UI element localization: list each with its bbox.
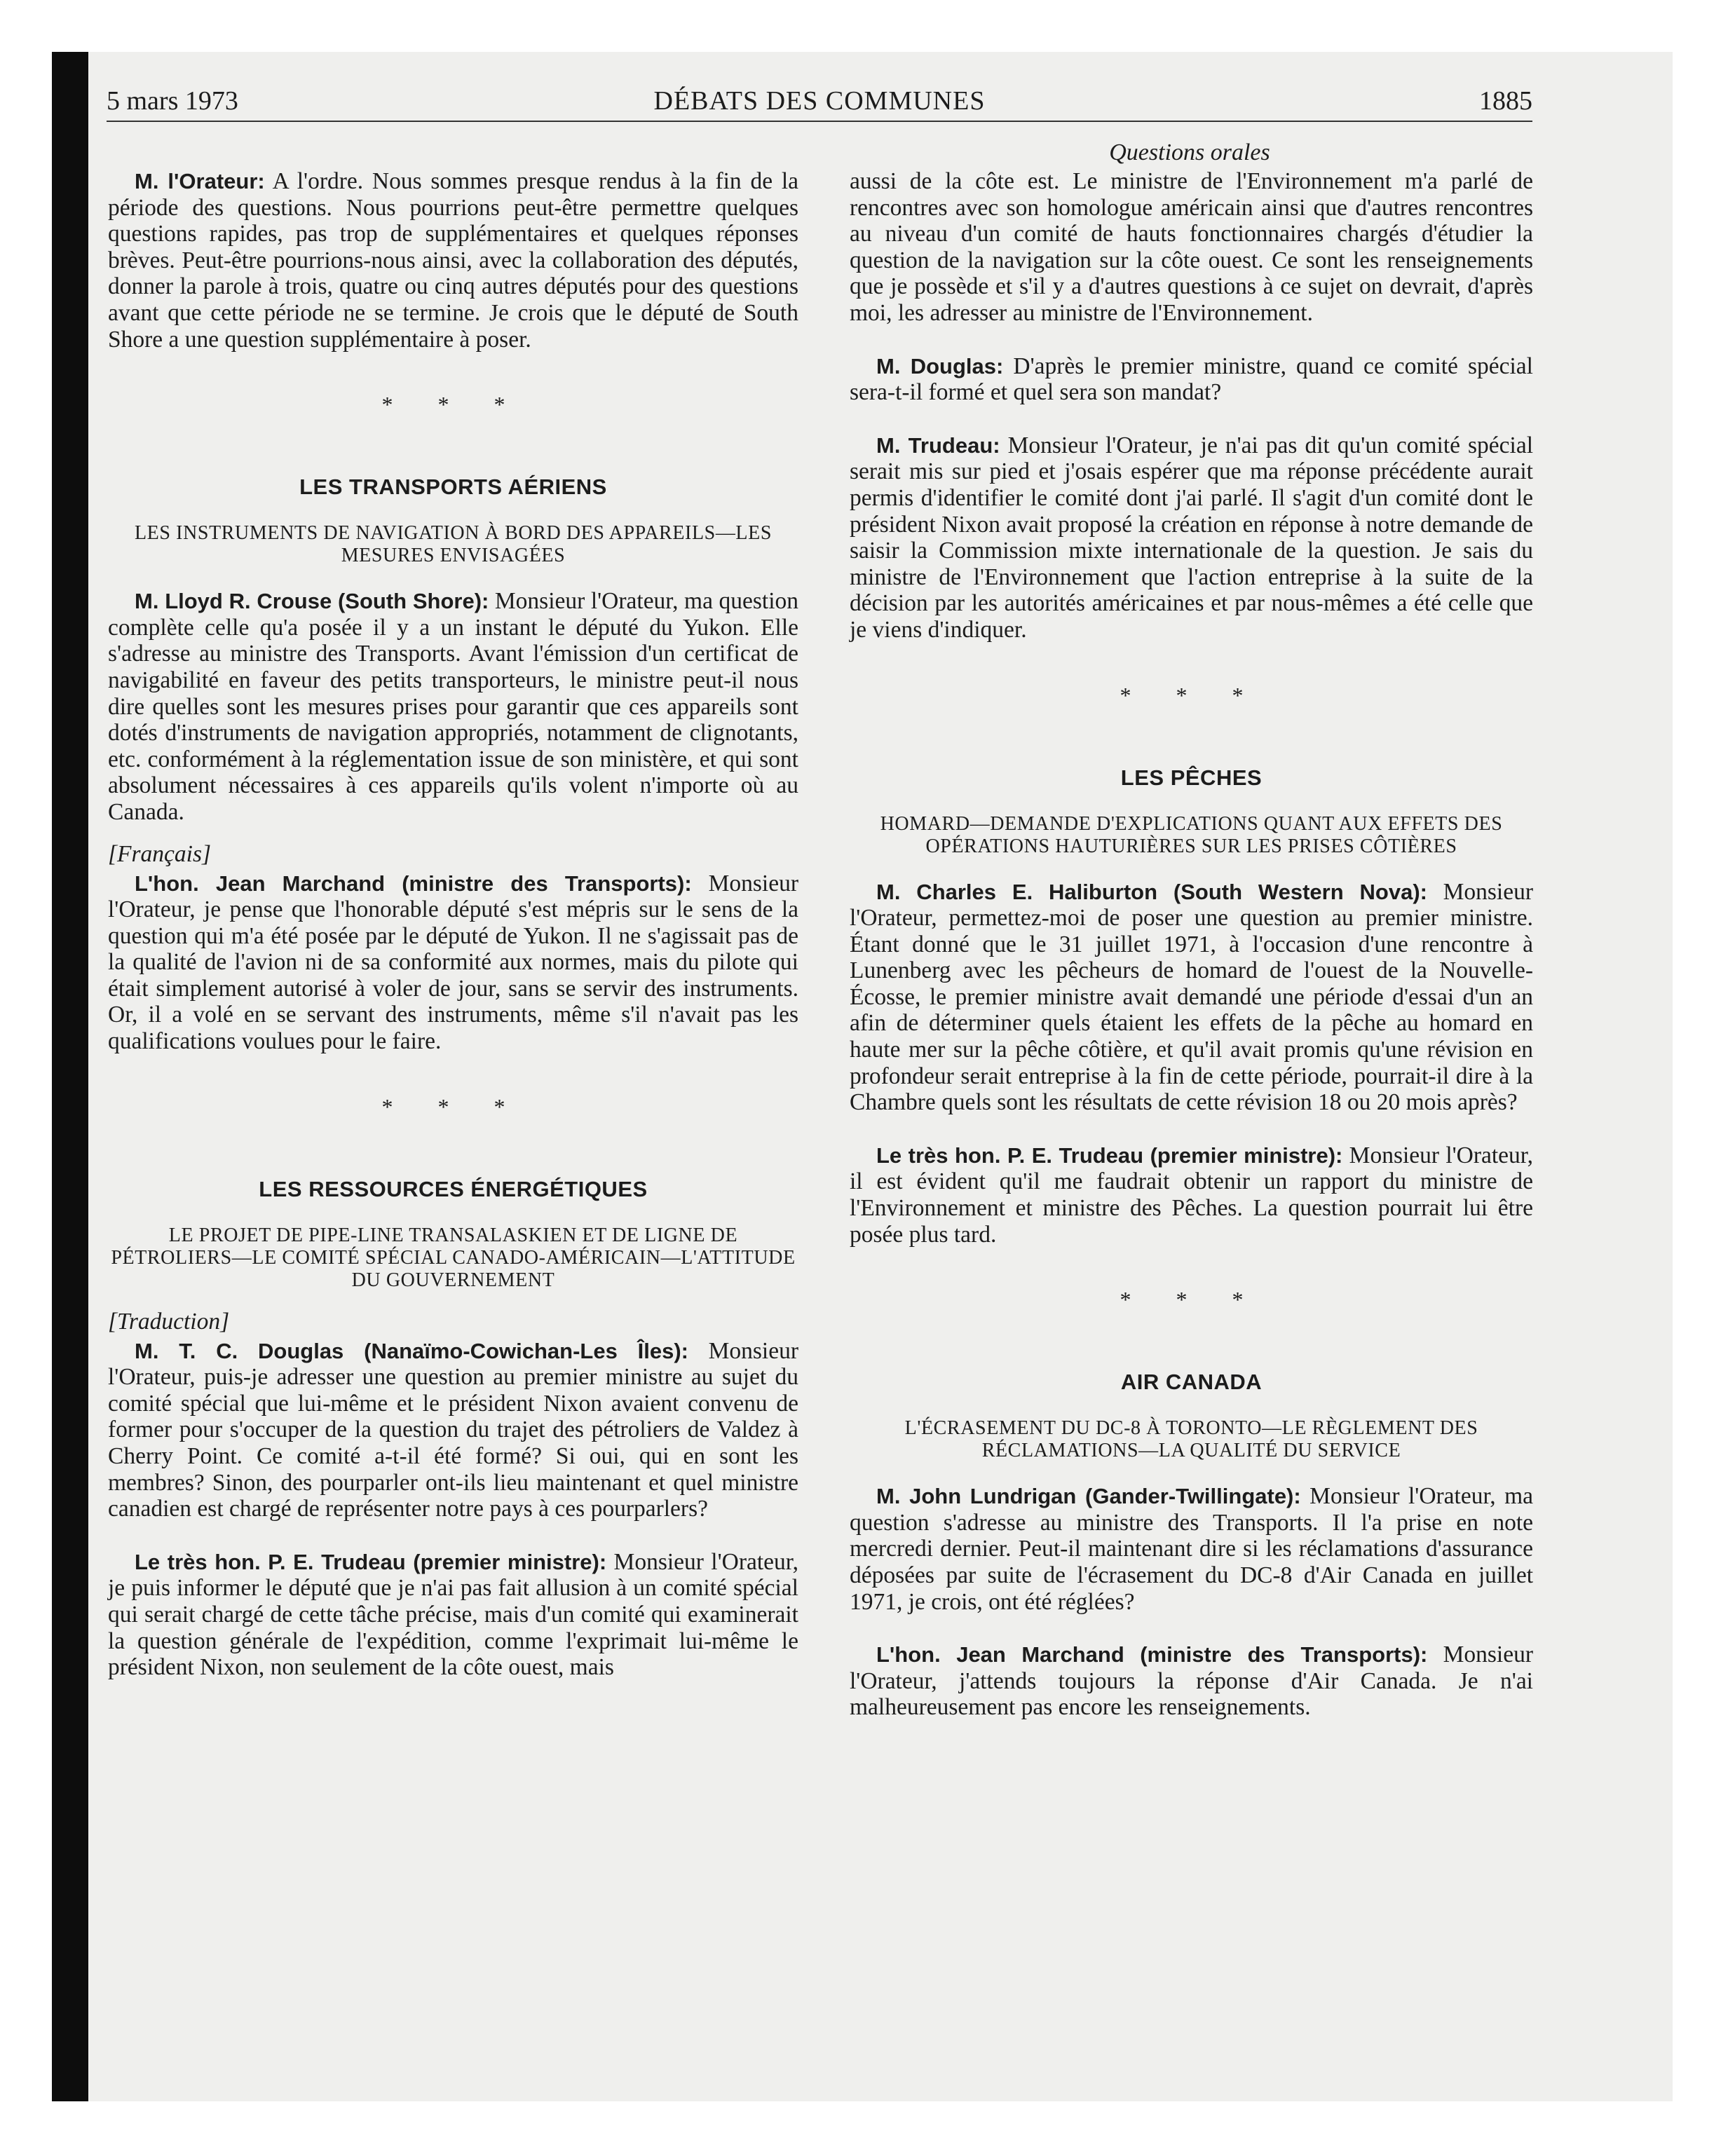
paragraph xyxy=(108,1549,798,1681)
left-column xyxy=(108,168,798,1681)
page-number: 1885 xyxy=(1479,86,1532,116)
speech-text: Monsieur l'Orateur, permettez-moi de poser une question au premier ministre. Étant donné que le 31 juillet 1971, à l'occasion d'une rencontre à Lunenberg avec les pêcheurs de homard de l'ouest de la Nouvelle-Écosse, le premier ministre avait demandé une période d'essai d'un an afin de déterminer quels étaient les effets de la pêche au homard en haute mer sur la pêche côtière, et qu'il avait promis qu'une révision en profondeur serait entreprise à la fin de cette période, pourrait-il dire à la Chambre quels sont les résultats de cette révision 18 ou 20 mois après? xyxy=(850,878,1534,1116)
paragraph xyxy=(108,168,798,353)
section-separator: * * * xyxy=(381,1093,525,1119)
section-subheading: LES INSTRUMENTS DE NAVIGATION À BORD DES APPAREILS—LES MESURES ENVISAGÉES xyxy=(134,522,773,567)
paragraph xyxy=(850,1483,1533,1615)
speech-text: aussi de la côte est. Le ministre de l'Environnement m'a parlé de rencontres avec son homologue américain ainsi que d'autres rencontres au niveau d'un comité de hauts fonctionnaires chargés d'étudier la question de la navigation sur la côte ouest. Ce sont les renseignements que je possède et s'il y a d'autres questions à ce sujet on devrait, d'après moi, les adresser au ministre de l'Environnement. xyxy=(850,168,1533,326)
speaker-name: M. Douglas: xyxy=(876,353,1004,378)
binding-edge xyxy=(52,52,88,2101)
speech-text: Monsieur l'Orateur, ma question s'adresse au ministre des Transports. Il l'a prise en note mercredi dernier. Peut-il maintenant dire si les réclamations d'assurance déposées par suite de l'écrasement du DC-8 d'Air Canada en juillet 1971, je crois, ont été réglées? xyxy=(850,1483,1534,1615)
column-heading: Questions orales xyxy=(1109,139,1270,165)
speaker-name: L'hon. Jean Marchand (ministre des Transports): xyxy=(876,1642,1428,1667)
section-separator: * * * xyxy=(1120,682,1263,708)
speaker-name: M. Lloyd R. Crouse (South Shore): xyxy=(135,589,489,614)
right-column xyxy=(850,168,1533,1721)
section-heading: LES RESSOURCES ÉNERGÉTIQUES xyxy=(259,1176,648,1201)
running-header xyxy=(107,81,1532,122)
speaker-name: M. l'Orateur: xyxy=(135,169,265,193)
paragraph xyxy=(108,1338,798,1522)
section-separator: * * * xyxy=(1120,1287,1263,1313)
section-subheading: L'ÉCRASEMENT DU DC-8 À TORONTO—LE RÈGLEMENT DES RÉCLAMATIONS—LA QUALITÉ DU SERVICE xyxy=(904,1417,1478,1462)
paragraph xyxy=(850,879,1533,1116)
section-subheading: HOMARD—DEMANDE D'EXPLICATIONS QUANT AUX EFFETS DES OPÉRATIONS HAUTURIÈRES SUR LES PRISES CÔTIÈRES xyxy=(880,812,1503,857)
speaker-name: M. John Lundrigan (Gander-Twillingate): xyxy=(876,1484,1301,1509)
speech-text: Monsieur l'Orateur, puis-je adresser une question au premier ministre au sujet du comité spécial que lui-même et le président Nixon avaient convenu de former pour s'occuper de la question du trajet des pétroliers de Valdez à Cherry Point. Ce comité a-t-il été formé? Si oui, qui en sont les membres? Sinon, des pourparler ont-ils lieu maintenant et quel ministre canadien est chargé de représenter notre pays à ces pourparlers? xyxy=(108,1337,799,1522)
speaker-name: Le très hon. P. E. Trudeau (premier ministre): xyxy=(135,1549,607,1574)
language-note: [Français] xyxy=(108,840,212,867)
section-heading: LES TRANSPORTS AÉRIENS xyxy=(299,475,607,500)
paragraph xyxy=(108,871,798,1055)
section-heading: LES PÊCHES xyxy=(1120,765,1263,790)
speaker-name: Le très hon. P. E. Trudeau (premier ministre): xyxy=(876,1142,1343,1168)
header-date: 5 mars 1973 xyxy=(107,86,238,116)
speech-text: Monsieur l'Orateur, j'attends toujours la réponse d'Air Canada. Je n'ai malheureusement pas encore les renseignements. xyxy=(850,1642,1533,1721)
speech-text: Monsieur l'Orateur, je pense que l'honorable député s'est mépris sur le sens de la question qui m'a été posée par le député de Yukon. Il ne s'agissait pas de la qualité de l'avion ni de sa conformité aux normes, mais du pilote qui était simplement autorisé à voler de jour, sans se servir des instruments. Or, il a volé en se servant des instruments, même s'il n'avait pas les qualifications voulues pour le faire. xyxy=(108,870,798,1055)
paragraph xyxy=(850,353,1533,406)
paragraph xyxy=(850,168,1533,327)
speaker-name: M. Charles E. Haliburton (South Western Nova): xyxy=(876,879,1427,904)
speech-text: A l'ordre. Nous sommes presque rendus à la fin de la période des questions. Nous pourrions peut-être permettre quelques questions rapides, pas trop de supplémentaires et quelques réponses brèves. Peut-être pourrions-nous ainsi, avec la collaboration des députés, donner la parole à trois, quatre ou cinq autres députés pour des questions avant que cette période ne se termine. Je crois que le député de South Shore a une question supplémentaire à poser. xyxy=(108,168,798,353)
speech-text: Monsieur l'Orateur, ma question complète celle qu'a posée il y a un instant le député du Yukon. Elle s'adresse au ministre des Transports. Avant l'émission d'un certificat de navigabilité en faveur des petits transporteurs, le ministre peut-il nous dire quelles sont les mesures prises pour garantir que ces appareils sont dotés d'instruments de navigation appropriés, notamment de clignotants, etc. conformément à la réglementation issue de son ministère, et qui sont absolument nécessaires à ces appareils qu'ils volent n'importe où au Canada. xyxy=(108,588,798,825)
paragraph xyxy=(108,588,798,825)
section-subheading: LE PROJET DE PIPE-LINE TRANSALASKIEN ET DE LIGNE DE PÉTROLIERS—LE COMITÉ SPÉCIAL CANADO-AMÉRICAIN—L'ATTITUDE DU GOUVERNEMENT xyxy=(111,1224,796,1291)
speech-text: D'après le premier ministre, quand ce comité spécial sera-t-il formé et quel sera son mandat? xyxy=(850,353,1533,406)
paragraph xyxy=(850,432,1533,643)
speech-text: Monsieur l'Orateur, je puis informer le député que je n'ai pas fait allusion à un comité spécial qui serait chargé de cette tâche précise, mais d'un comité qui examinerait la question générale de l'expédition, comme l'exprimait lui-même le président Nixon, non seulement de la côte ouest, mais xyxy=(108,1548,798,1681)
speaker-name: L'hon. Jean Marchand (ministre des Transports): xyxy=(135,871,692,896)
section-separator: * * * xyxy=(381,392,525,418)
speech-text: Monsieur l'Orateur, il est évident qu'il me faudrait obtenir un rapport du ministre de l'Environnement et ministre des Pêches. La question pourrait lui être posée plus tard. xyxy=(850,1142,1533,1248)
speech-text: Monsieur l'Orateur, je n'ai pas dit qu'un comité spécial serait mis sur pied et j'osais espérer que ma réponse précédente aurait permis d'identifier le comité dont j'ai parlé. Il s'agit d'un comité dont le président Nixon avait proposé la création en réponse à notre demande de saisir la Commission mixte internationale de la question. Je sais du ministre de l'Environnement que l'action entreprise à la suite de la décision par les autorités américaines et par nous-mêmes a été celle que je viens d'indiquer. xyxy=(850,432,1533,643)
speaker-name: M. T. C. Douglas (Nanaïmo-Cowichan-Les Îles): xyxy=(135,1338,689,1363)
language-note: [Traduction] xyxy=(108,1308,230,1335)
paragraph xyxy=(850,1142,1533,1248)
section-heading: AIR CANADA xyxy=(1120,1370,1263,1395)
paragraph xyxy=(850,1642,1533,1721)
header-title: DÉBATS DES COMMUNES xyxy=(653,86,986,116)
speaker-name: M. Trudeau: xyxy=(876,432,1000,458)
